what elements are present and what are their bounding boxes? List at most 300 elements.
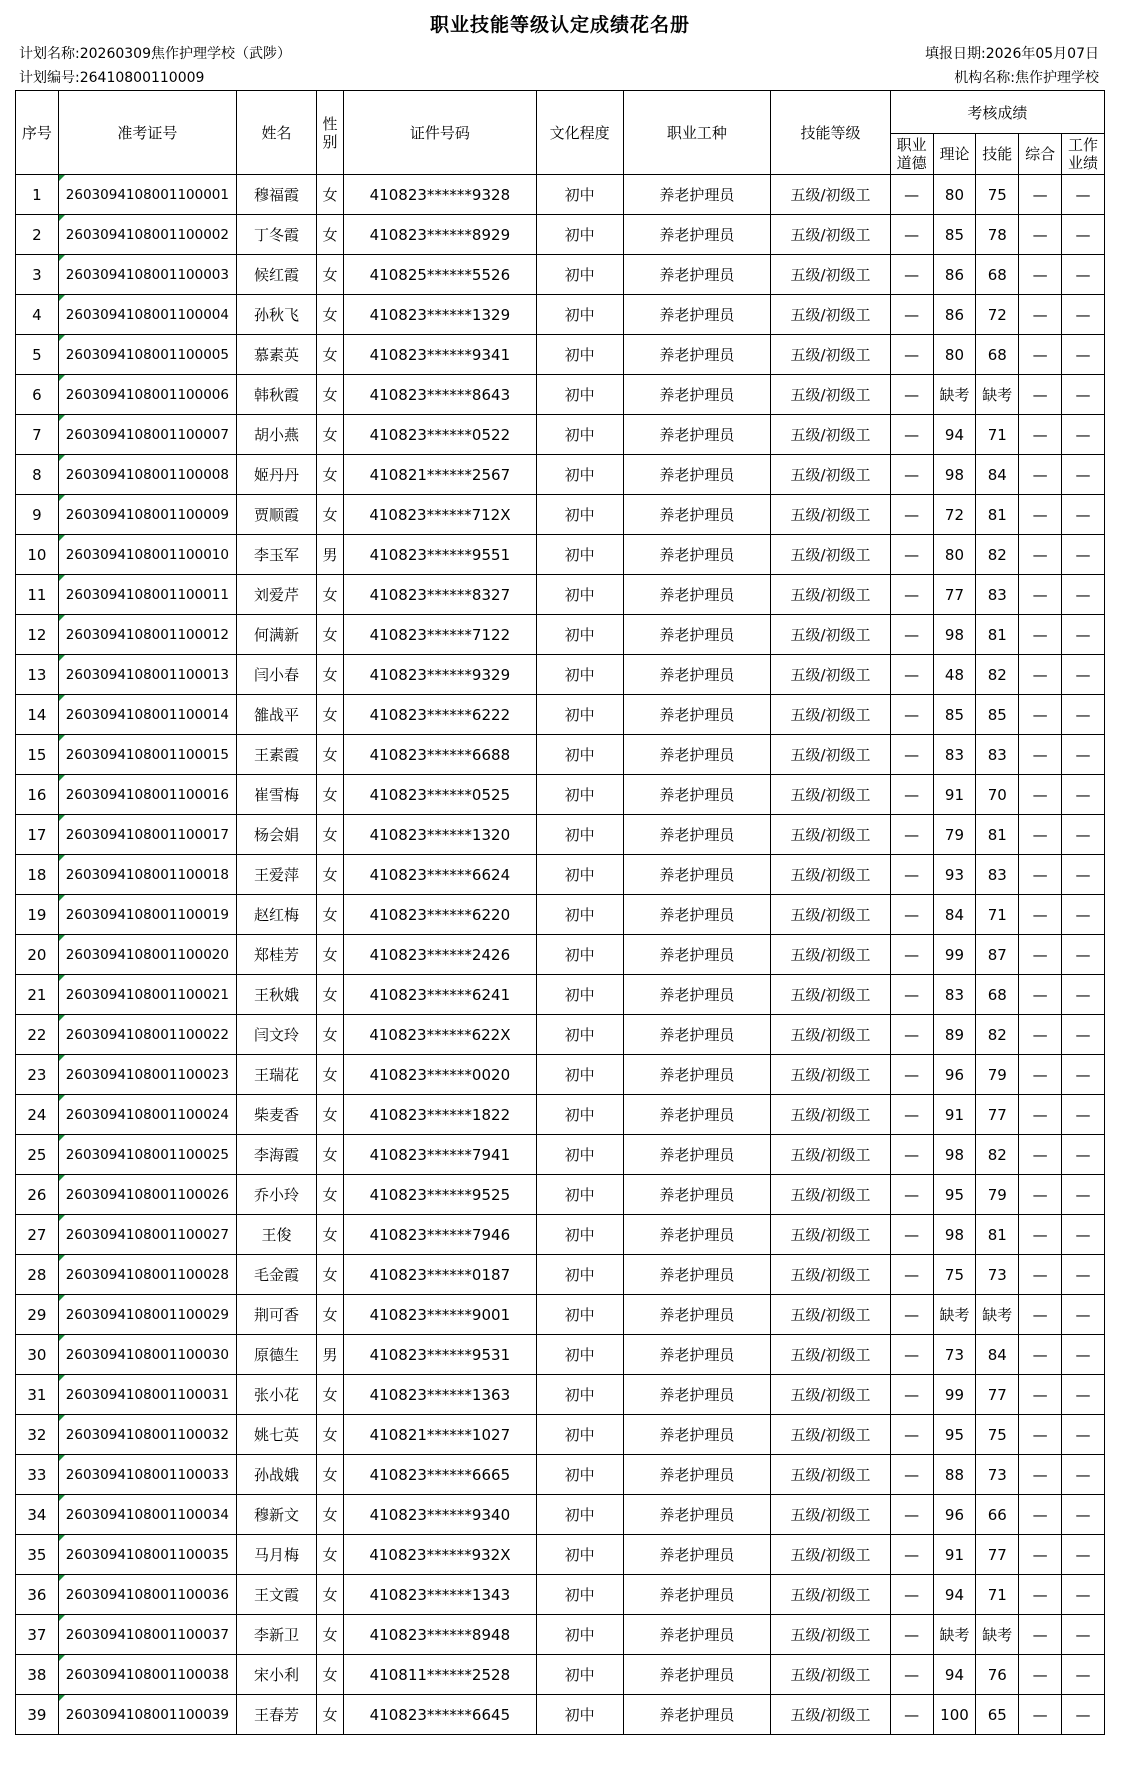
work-performance-cell: — bbox=[1062, 1015, 1105, 1055]
comprehensive-cell: — bbox=[1019, 615, 1062, 655]
id-no-cell: 410823******0522 bbox=[344, 415, 537, 455]
comprehensive-cell: — bbox=[1019, 1015, 1062, 1055]
name-cell: 李玉军 bbox=[236, 535, 316, 575]
name-cell: 何满新 bbox=[236, 615, 316, 655]
comprehensive-cell: — bbox=[1019, 575, 1062, 615]
ethics-cell: — bbox=[890, 1215, 933, 1255]
work-performance-cell: — bbox=[1062, 255, 1105, 295]
occupation-cell: 养老护理员 bbox=[623, 1055, 771, 1095]
education-cell: 初中 bbox=[536, 975, 623, 1015]
level-cell: 五级/初级工 bbox=[771, 1495, 890, 1535]
plan-name-value: 20260309焦作护理学校（武陟） bbox=[79, 46, 291, 62]
col-header-level: 技能等级 bbox=[771, 91, 890, 175]
occupation-cell: 养老护理员 bbox=[623, 215, 771, 255]
ethics-cell: — bbox=[890, 1655, 933, 1695]
education-cell: 初中 bbox=[536, 1655, 623, 1695]
roster-sheet bbox=[15, 8, 1105, 1735]
name-cell: 胡小燕 bbox=[236, 415, 316, 455]
level-cell: 五级/初级工 bbox=[771, 1535, 890, 1575]
gender-cell: 女 bbox=[316, 655, 343, 695]
gender-cell: 女 bbox=[316, 1655, 343, 1695]
skill-cell: 70 bbox=[976, 775, 1019, 815]
gender-cell: 女 bbox=[316, 935, 343, 975]
table-row bbox=[16, 1255, 1105, 1295]
seq-cell: 32 bbox=[16, 1415, 59, 1455]
seq-cell: 35 bbox=[16, 1535, 59, 1575]
theory-cell: 98 bbox=[933, 1215, 976, 1255]
seq-cell: 18 bbox=[16, 855, 59, 895]
id-no-cell: 410823******2426 bbox=[344, 935, 537, 975]
document-title: 职业技能等级认定成绩花名册 bbox=[429, 14, 690, 36]
seq-cell: 2 bbox=[16, 215, 59, 255]
id-no-cell: 410825******5526 bbox=[344, 255, 537, 295]
occupation-cell: 养老护理员 bbox=[623, 335, 771, 375]
skill-cell: 84 bbox=[976, 1335, 1019, 1375]
theory-cell: 100 bbox=[933, 1695, 976, 1735]
table-row bbox=[16, 1135, 1105, 1175]
gender-cell: 女 bbox=[316, 735, 343, 775]
level-cell: 五级/初级工 bbox=[771, 535, 890, 575]
col-header-gender: 性别 bbox=[316, 91, 343, 175]
name-cell: 穆福霞 bbox=[236, 175, 316, 215]
plan-no-label: 计划编号: bbox=[19, 70, 80, 86]
level-cell: 五级/初级工 bbox=[771, 855, 890, 895]
occupation-cell: 养老护理员 bbox=[623, 1495, 771, 1535]
gender-cell: 女 bbox=[316, 975, 343, 1015]
table-row bbox=[16, 1695, 1105, 1735]
gender-cell: 女 bbox=[316, 615, 343, 655]
gender-cell: 女 bbox=[316, 215, 343, 255]
gender-cell: 女 bbox=[316, 1375, 343, 1415]
table-row bbox=[16, 775, 1105, 815]
comprehensive-cell: — bbox=[1019, 975, 1062, 1015]
work-performance-cell: — bbox=[1062, 1135, 1105, 1175]
occupation-cell: 养老护理员 bbox=[623, 495, 771, 535]
education-cell: 初中 bbox=[536, 815, 623, 855]
ethics-cell: — bbox=[890, 735, 933, 775]
org-value: 焦作护理学校 bbox=[1015, 70, 1099, 86]
ethics-cell: — bbox=[890, 175, 933, 215]
table-row bbox=[16, 615, 1105, 655]
exam-no-cell: 2603094108001100030 bbox=[58, 1335, 236, 1375]
col-header-id-no: 证件号码 bbox=[344, 91, 537, 175]
theory-cell: 80 bbox=[933, 175, 976, 215]
skill-cell: 81 bbox=[976, 615, 1019, 655]
level-cell: 五级/初级工 bbox=[771, 655, 890, 695]
education-cell: 初中 bbox=[536, 1255, 623, 1295]
seq-cell: 3 bbox=[16, 255, 59, 295]
exam-no-cell: 2603094108001100024 bbox=[58, 1095, 236, 1135]
name-cell: 赵红梅 bbox=[236, 895, 316, 935]
skill-cell: 83 bbox=[976, 735, 1019, 775]
ethics-cell: — bbox=[890, 1255, 933, 1295]
comprehensive-cell: — bbox=[1019, 1495, 1062, 1535]
seq-cell: 12 bbox=[16, 615, 59, 655]
education-cell: 初中 bbox=[536, 935, 623, 975]
table-row bbox=[16, 1375, 1105, 1415]
occupation-cell: 养老护理员 bbox=[623, 735, 771, 775]
name-cell: 孙战娥 bbox=[236, 1455, 316, 1495]
exam-no-cell: 2603094108001100018 bbox=[58, 855, 236, 895]
comprehensive-cell: — bbox=[1019, 1655, 1062, 1695]
occupation-cell: 养老护理员 bbox=[623, 895, 771, 935]
work-performance-cell: — bbox=[1062, 1415, 1105, 1455]
id-no-cell: 410823******0020 bbox=[344, 1055, 537, 1095]
gender-cell: 女 bbox=[316, 1255, 343, 1295]
id-no-cell: 410823******6220 bbox=[344, 895, 537, 935]
work-performance-cell: — bbox=[1062, 735, 1105, 775]
theory-cell: 83 bbox=[933, 735, 976, 775]
theory-cell: 86 bbox=[933, 295, 976, 335]
work-performance-cell: — bbox=[1062, 215, 1105, 255]
seq-cell: 11 bbox=[16, 575, 59, 615]
seq-cell: 15 bbox=[16, 735, 59, 775]
exam-no-cell: 2603094108001100031 bbox=[58, 1375, 236, 1415]
occupation-cell: 养老护理员 bbox=[623, 535, 771, 575]
gender-cell: 女 bbox=[316, 1575, 343, 1615]
level-cell: 五级/初级工 bbox=[771, 495, 890, 535]
education-cell: 初中 bbox=[536, 1695, 623, 1735]
theory-cell: 85 bbox=[933, 215, 976, 255]
education-cell: 初中 bbox=[536, 1215, 623, 1255]
education-cell: 初中 bbox=[536, 335, 623, 375]
skill-cell: 82 bbox=[976, 1135, 1019, 1175]
work-performance-cell: — bbox=[1062, 1095, 1105, 1135]
plan-name bbox=[19, 42, 291, 66]
seq-cell: 28 bbox=[16, 1255, 59, 1295]
table-row bbox=[16, 535, 1105, 575]
gender-cell: 女 bbox=[316, 1215, 343, 1255]
education-cell: 初中 bbox=[536, 1575, 623, 1615]
exam-no-cell: 2603094108001100005 bbox=[58, 335, 236, 375]
ethics-cell: — bbox=[890, 1175, 933, 1215]
gender-cell: 女 bbox=[316, 855, 343, 895]
col-header-exam-no: 准考证号 bbox=[58, 91, 236, 175]
ethics-cell: — bbox=[890, 295, 933, 335]
name-cell: 柴麦香 bbox=[236, 1095, 316, 1135]
id-no-cell: 410823******1363 bbox=[344, 1375, 537, 1415]
comprehensive-cell: — bbox=[1019, 415, 1062, 455]
theory-cell: 77 bbox=[933, 575, 976, 615]
theory-cell: 73 bbox=[933, 1335, 976, 1375]
id-no-cell: 410823******1343 bbox=[344, 1575, 537, 1615]
gender-cell: 女 bbox=[316, 575, 343, 615]
level-cell: 五级/初级工 bbox=[771, 375, 890, 415]
level-cell: 五级/初级工 bbox=[771, 1655, 890, 1695]
comprehensive-cell: — bbox=[1019, 1135, 1062, 1175]
level-cell: 五级/初级工 bbox=[771, 175, 890, 215]
exam-no-cell: 2603094108001100014 bbox=[58, 695, 236, 735]
table-row bbox=[16, 855, 1105, 895]
comprehensive-cell: — bbox=[1019, 1255, 1062, 1295]
skill-cell: 81 bbox=[976, 495, 1019, 535]
gender-cell: 女 bbox=[316, 1455, 343, 1495]
exam-no-cell: 2603094108001100013 bbox=[58, 655, 236, 695]
ethics-cell: — bbox=[890, 1055, 933, 1095]
plan-name-label: 计划名称: bbox=[19, 46, 80, 62]
exam-no-cell: 2603094108001100006 bbox=[58, 375, 236, 415]
work-performance-cell: — bbox=[1062, 1535, 1105, 1575]
gender-cell: 女 bbox=[316, 415, 343, 455]
work-performance-cell: — bbox=[1062, 855, 1105, 895]
seq-cell: 26 bbox=[16, 1175, 59, 1215]
level-cell: 五级/初级工 bbox=[771, 1455, 890, 1495]
table-row bbox=[16, 1335, 1105, 1375]
gender-cell: 女 bbox=[316, 335, 343, 375]
ethics-cell: — bbox=[890, 935, 933, 975]
occupation-cell: 养老护理员 bbox=[623, 415, 771, 455]
level-cell: 五级/初级工 bbox=[771, 1295, 890, 1335]
comprehensive-cell: — bbox=[1019, 455, 1062, 495]
score-roster-table bbox=[15, 90, 1105, 1735]
ethics-cell: — bbox=[890, 855, 933, 895]
ethics-cell: — bbox=[890, 815, 933, 855]
seq-cell: 17 bbox=[16, 815, 59, 855]
work-performance-cell: — bbox=[1062, 1335, 1105, 1375]
occupation-cell: 养老护理员 bbox=[623, 1415, 771, 1455]
comprehensive-cell: — bbox=[1019, 935, 1062, 975]
skill-cell: 77 bbox=[976, 1375, 1019, 1415]
gender-cell: 女 bbox=[316, 1015, 343, 1055]
work-performance-cell: — bbox=[1062, 815, 1105, 855]
skill-cell: 68 bbox=[976, 975, 1019, 1015]
gender-cell: 女 bbox=[316, 1055, 343, 1095]
exam-no-cell: 2603094108001100009 bbox=[58, 495, 236, 535]
work-performance-cell: — bbox=[1062, 1375, 1105, 1415]
skill-cell: 81 bbox=[976, 815, 1019, 855]
exam-no-cell: 2603094108001100019 bbox=[58, 895, 236, 935]
education-cell: 初中 bbox=[536, 695, 623, 735]
id-no-cell: 410823******622X bbox=[344, 1015, 537, 1055]
gender-cell: 女 bbox=[316, 1095, 343, 1135]
name-cell: 刘爱芹 bbox=[236, 575, 316, 615]
id-no-cell: 410823******9340 bbox=[344, 1495, 537, 1535]
education-cell: 初中 bbox=[536, 1495, 623, 1535]
col-header-skill: 技能 bbox=[976, 134, 1019, 175]
theory-cell: 89 bbox=[933, 1015, 976, 1055]
name-cell: 荆可香 bbox=[236, 1295, 316, 1335]
ethics-cell: — bbox=[890, 535, 933, 575]
id-no-cell: 410823******9525 bbox=[344, 1175, 537, 1215]
education-cell: 初中 bbox=[536, 1535, 623, 1575]
exam-no-cell: 2603094108001100025 bbox=[58, 1135, 236, 1175]
name-cell: 张小花 bbox=[236, 1375, 316, 1415]
ethics-cell: — bbox=[890, 1575, 933, 1615]
theory-cell: 85 bbox=[933, 695, 976, 735]
seq-cell: 39 bbox=[16, 1695, 59, 1735]
education-cell: 初中 bbox=[536, 455, 623, 495]
gender-cell: 女 bbox=[316, 1615, 343, 1655]
ethics-cell: — bbox=[890, 895, 933, 935]
education-cell: 初中 bbox=[536, 855, 623, 895]
exam-no-cell: 2603094108001100027 bbox=[58, 1215, 236, 1255]
occupation-cell: 养老护理员 bbox=[623, 175, 771, 215]
theory-cell: 93 bbox=[933, 855, 976, 895]
ethics-cell: — bbox=[890, 1375, 933, 1415]
ethics-cell: — bbox=[890, 1095, 933, 1135]
comprehensive-cell: — bbox=[1019, 1295, 1062, 1335]
occupation-cell: 养老护理员 bbox=[623, 375, 771, 415]
id-no-cell: 410811******2528 bbox=[344, 1655, 537, 1695]
education-cell: 初中 bbox=[536, 175, 623, 215]
seq-cell: 13 bbox=[16, 655, 59, 695]
gender-cell: 女 bbox=[316, 1175, 343, 1215]
org-label: 机构名称: bbox=[954, 70, 1015, 86]
level-cell: 五级/初级工 bbox=[771, 1615, 890, 1655]
table-row bbox=[16, 1215, 1105, 1255]
comprehensive-cell: — bbox=[1019, 495, 1062, 535]
gender-cell: 女 bbox=[316, 1495, 343, 1535]
gender-cell: 女 bbox=[316, 1295, 343, 1335]
theory-cell: 95 bbox=[933, 1175, 976, 1215]
ethics-cell: — bbox=[890, 1495, 933, 1535]
level-cell: 五级/初级工 bbox=[771, 695, 890, 735]
exam-no-cell: 2603094108001100022 bbox=[58, 1015, 236, 1055]
ethics-cell: — bbox=[890, 1335, 933, 1375]
work-performance-cell: — bbox=[1062, 1615, 1105, 1655]
education-cell: 初中 bbox=[536, 535, 623, 575]
meta-row-2 bbox=[15, 66, 1105, 90]
occupation-cell: 养老护理员 bbox=[623, 1455, 771, 1495]
col-header-seq: 序号 bbox=[16, 91, 59, 175]
comprehensive-cell: — bbox=[1019, 655, 1062, 695]
skill-cell: 73 bbox=[976, 1455, 1019, 1495]
gender-cell: 女 bbox=[316, 255, 343, 295]
skill-cell: 66 bbox=[976, 1495, 1019, 1535]
work-performance-cell: — bbox=[1062, 1295, 1105, 1335]
table-row bbox=[16, 1055, 1105, 1095]
id-no-cell: 410823******1320 bbox=[344, 815, 537, 855]
comprehensive-cell: — bbox=[1019, 1535, 1062, 1575]
skill-cell: 65 bbox=[976, 1695, 1019, 1735]
comprehensive-cell: — bbox=[1019, 1055, 1062, 1095]
level-cell: 五级/初级工 bbox=[771, 975, 890, 1015]
education-cell: 初中 bbox=[536, 1295, 623, 1335]
education-cell: 初中 bbox=[536, 1455, 623, 1495]
ethics-cell: — bbox=[890, 375, 933, 415]
occupation-cell: 养老护理员 bbox=[623, 1335, 771, 1375]
comprehensive-cell: — bbox=[1019, 1695, 1062, 1735]
table-row bbox=[16, 1095, 1105, 1135]
exam-no-cell: 2603094108001100008 bbox=[58, 455, 236, 495]
name-cell: 原德生 bbox=[236, 1335, 316, 1375]
comprehensive-cell: — bbox=[1019, 695, 1062, 735]
theory-cell: 94 bbox=[933, 1655, 976, 1695]
skill-cell: 82 bbox=[976, 535, 1019, 575]
skill-cell: 71 bbox=[976, 415, 1019, 455]
work-performance-cell: — bbox=[1062, 1215, 1105, 1255]
occupation-cell: 养老护理员 bbox=[623, 655, 771, 695]
skill-cell: 78 bbox=[976, 215, 1019, 255]
theory-cell: 79 bbox=[933, 815, 976, 855]
gender-cell: 女 bbox=[316, 1695, 343, 1735]
name-cell: 慕素英 bbox=[236, 335, 316, 375]
level-cell: 五级/初级工 bbox=[771, 1175, 890, 1215]
education-cell: 初中 bbox=[536, 1095, 623, 1135]
name-cell: 崔雪梅 bbox=[236, 775, 316, 815]
seq-cell: 21 bbox=[16, 975, 59, 1015]
skill-cell: 68 bbox=[976, 255, 1019, 295]
skill-cell: 68 bbox=[976, 335, 1019, 375]
seq-cell: 1 bbox=[16, 175, 59, 215]
id-no-cell: 410823******8643 bbox=[344, 375, 537, 415]
skill-cell: 缺考 bbox=[976, 1615, 1019, 1655]
skill-cell: 87 bbox=[976, 935, 1019, 975]
seq-cell: 6 bbox=[16, 375, 59, 415]
id-no-cell: 410823******1822 bbox=[344, 1095, 537, 1135]
plan-number bbox=[19, 66, 204, 90]
table-row bbox=[16, 255, 1105, 295]
meta-row-1 bbox=[15, 42, 1105, 66]
name-cell: 孙秋飞 bbox=[236, 295, 316, 335]
comprehensive-cell: — bbox=[1019, 175, 1062, 215]
exam-no-cell: 2603094108001100032 bbox=[58, 1415, 236, 1455]
comprehensive-cell: — bbox=[1019, 1215, 1062, 1255]
theory-cell: 缺考 bbox=[933, 1615, 976, 1655]
skill-cell: 77 bbox=[976, 1095, 1019, 1135]
org-name bbox=[954, 66, 1099, 90]
level-cell: 五级/初级工 bbox=[771, 415, 890, 455]
ethics-cell: — bbox=[890, 695, 933, 735]
comprehensive-cell: — bbox=[1019, 335, 1062, 375]
seq-cell: 10 bbox=[16, 535, 59, 575]
skill-cell: 82 bbox=[976, 655, 1019, 695]
level-cell: 五级/初级工 bbox=[771, 1055, 890, 1095]
theory-cell: 99 bbox=[933, 935, 976, 975]
work-performance-cell: — bbox=[1062, 455, 1105, 495]
work-performance-cell: — bbox=[1062, 1455, 1105, 1495]
id-no-cell: 410823******6624 bbox=[344, 855, 537, 895]
theory-cell: 98 bbox=[933, 455, 976, 495]
id-no-cell: 410821******2567 bbox=[344, 455, 537, 495]
col-group-scores: 考核成绩 bbox=[890, 91, 1104, 134]
name-cell: 穆新文 bbox=[236, 1495, 316, 1535]
name-cell: 丁冬霞 bbox=[236, 215, 316, 255]
ethics-cell: — bbox=[890, 1695, 933, 1735]
occupation-cell: 养老护理员 bbox=[623, 575, 771, 615]
id-no-cell: 410823******1329 bbox=[344, 295, 537, 335]
work-performance-cell: — bbox=[1062, 1575, 1105, 1615]
education-cell: 初中 bbox=[536, 1055, 623, 1095]
occupation-cell: 养老护理员 bbox=[623, 1615, 771, 1655]
skill-cell: 83 bbox=[976, 855, 1019, 895]
exam-no-cell: 2603094108001100002 bbox=[58, 215, 236, 255]
level-cell: 五级/初级工 bbox=[771, 455, 890, 495]
work-performance-cell: — bbox=[1062, 655, 1105, 695]
exam-no-cell: 2603094108001100023 bbox=[58, 1055, 236, 1095]
education-cell: 初中 bbox=[536, 215, 623, 255]
col-header-comprehensive: 综合 bbox=[1019, 134, 1062, 175]
id-no-cell: 410823******7941 bbox=[344, 1135, 537, 1175]
education-cell: 初中 bbox=[536, 1415, 623, 1455]
occupation-cell: 养老护理员 bbox=[623, 775, 771, 815]
ethics-cell: — bbox=[890, 455, 933, 495]
gender-cell: 女 bbox=[316, 175, 343, 215]
table-row bbox=[16, 695, 1105, 735]
theory-cell: 99 bbox=[933, 1375, 976, 1415]
ethics-cell: — bbox=[890, 415, 933, 455]
work-performance-cell: — bbox=[1062, 695, 1105, 735]
id-no-cell: 410823******6688 bbox=[344, 735, 537, 775]
exam-no-cell: 2603094108001100007 bbox=[58, 415, 236, 455]
skill-cell: 71 bbox=[976, 895, 1019, 935]
theory-cell: 98 bbox=[933, 615, 976, 655]
gender-cell: 女 bbox=[316, 775, 343, 815]
name-cell: 乔小玲 bbox=[236, 1175, 316, 1215]
education-cell: 初中 bbox=[536, 775, 623, 815]
name-cell: 李海霞 bbox=[236, 1135, 316, 1175]
seq-cell: 9 bbox=[16, 495, 59, 535]
